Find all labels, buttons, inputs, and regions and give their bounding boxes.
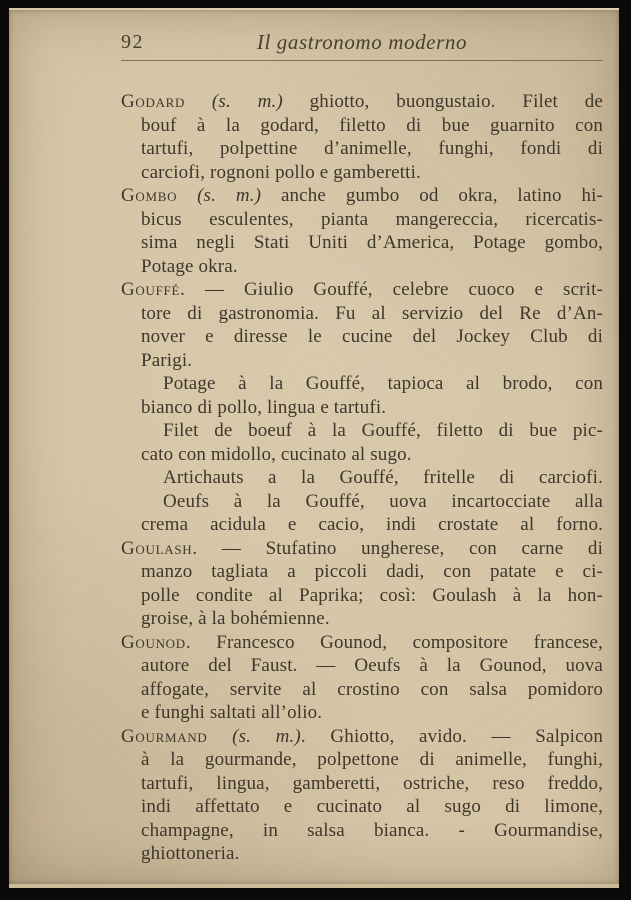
entry-text: groise, à la bohémienne. <box>141 608 330 629</box>
entry-text: cato con midollo, cucinato al sugo. <box>141 443 412 465</box>
entry-text: ghiotto, buongustaio. Filet de <box>309 91 603 112</box>
text-line <box>121 607 603 631</box>
entry-text: . Francesco Gounod, compositore francese, <box>185 631 603 653</box>
entry-text: Oeufs à la Gouffé, uova incartocciate alla <box>163 490 603 512</box>
text-line <box>121 584 603 608</box>
headword: Gombo <box>121 185 178 206</box>
entry-text: tore di gastronomia. Fu al servizio del Re d’An- <box>141 302 603 324</box>
entry-text: bianco di pollo, lingua e tartufi. <box>141 396 387 418</box>
headword: Godard <box>121 91 186 112</box>
text-line <box>121 513 603 537</box>
entry-text: autore del Faust. — Oeufs à la Gounod, uova <box>141 655 603 676</box>
grammar-abbreviation: (s. m.) <box>185 91 310 112</box>
entry-text: . — Giulio Gouffé, celebre cuoco e scrit- <box>180 279 603 300</box>
headword: Gourmand <box>121 725 208 747</box>
text-line <box>121 678 603 702</box>
entry-text: nover e diresse le cucine del Jockey Club di <box>141 326 603 347</box>
text-line <box>121 701 603 725</box>
dictionary-entry-gounod <box>121 631 603 725</box>
headword: Goulash <box>121 537 193 559</box>
text-line <box>121 842 603 866</box>
text-line <box>121 795 603 819</box>
header-rule <box>121 60 603 61</box>
entry-text: carciofi, rognoni pollo e gamberetti. <box>141 161 421 183</box>
entry-text: champagne, in salsa bianca. - Gourmandise, <box>141 819 603 841</box>
entry-text: Parigi. <box>141 349 193 371</box>
entry-text: Artichauts a la Gouffé, fritelle di carciofi. <box>163 467 603 488</box>
entry-text: Filet de boeuf à la Gouffé, filetto di bue pic- <box>163 420 603 441</box>
entry-text: tartufi, polpettine d’animelle, funghi, fondi di <box>141 138 603 159</box>
text-line <box>121 654 603 678</box>
dictionary-text <box>121 90 603 866</box>
entry-text: crema acidula e cacio, indi crostate al forno. <box>141 514 603 535</box>
entry-text: manzo tagliata a piccoli dadi, con patate e ci- <box>141 561 603 582</box>
text-line <box>121 255 603 279</box>
book-page <box>9 8 619 888</box>
text-line <box>121 161 603 185</box>
headword: Gounod <box>121 631 186 653</box>
text-line <box>121 490 603 514</box>
page-number: 92 <box>121 31 144 53</box>
entry-text: bicus esculentes, pianta mangereccia, ricercatis- <box>141 208 603 230</box>
dictionary-entry-godard <box>121 90 603 184</box>
text-line <box>121 725 603 749</box>
entry-text: affogate, servite al crostino con salsa pomidoro <box>141 678 603 700</box>
dictionary-entry-goulash <box>121 537 603 631</box>
text-line <box>121 396 603 420</box>
dictionary-entry-gouffe <box>121 278 603 537</box>
dictionary-entry-gombo <box>121 184 603 278</box>
entry-text: à la gourmande, polpettone di animelle, funghi, <box>141 749 603 770</box>
page-content <box>121 30 603 866</box>
entry-text: Potage à la Gouffé, tapioca al brodo, con <box>163 373 603 394</box>
entry-text: bouf à la godard, filetto di bue guarnito con <box>141 114 603 136</box>
grammar-abbreviation: (s. m.) <box>207 725 301 747</box>
text-line <box>121 631 603 655</box>
text-line <box>121 302 603 326</box>
entry-text: anche gumbo od okra, latino hi- <box>280 185 603 206</box>
text-line <box>121 325 603 349</box>
entry-text: . — Stufatino ungherese, con carne di <box>192 537 603 559</box>
entry-text: Potage okra. <box>141 255 238 277</box>
text-line <box>121 114 603 138</box>
text-line <box>121 90 603 114</box>
text-line <box>121 419 603 443</box>
running-title: Il gastronomo moderno <box>256 30 468 54</box>
text-line <box>121 372 603 396</box>
text-line <box>121 278 603 302</box>
text-line <box>121 443 603 467</box>
text-line <box>121 349 603 373</box>
text-line <box>121 772 603 796</box>
entry-text: sima negli Stati Uniti d’America, Potage gombo, <box>141 232 603 253</box>
text-line <box>121 184 603 208</box>
entry-text: . Ghiotto, avido. — Salpicon <box>300 725 603 747</box>
entry-text: ghiottoneria. <box>141 843 240 864</box>
text-line <box>121 537 603 561</box>
text-line <box>121 560 603 584</box>
dictionary-entry-gourmand <box>121 725 603 866</box>
text-line <box>121 208 603 232</box>
text-line <box>121 748 603 772</box>
headword: Gouffé <box>121 279 181 300</box>
text-line <box>121 466 603 490</box>
grammar-abbreviation: (s. m.) <box>177 185 281 206</box>
text-line <box>121 819 603 843</box>
entry-text: e funghi saltati all’olio. <box>141 702 323 723</box>
text-line <box>121 137 603 161</box>
text-line <box>121 231 603 255</box>
entry-text: indi affettato e cucinato al sugo di limone, <box>141 796 603 817</box>
entry-text: tartufi, lingua, gamberetti, ostriche, reso freddo, <box>141 772 603 794</box>
entry-text: polle condite al Paprika; così: Goulash à la hon- <box>141 584 603 606</box>
page-header <box>121 30 603 54</box>
